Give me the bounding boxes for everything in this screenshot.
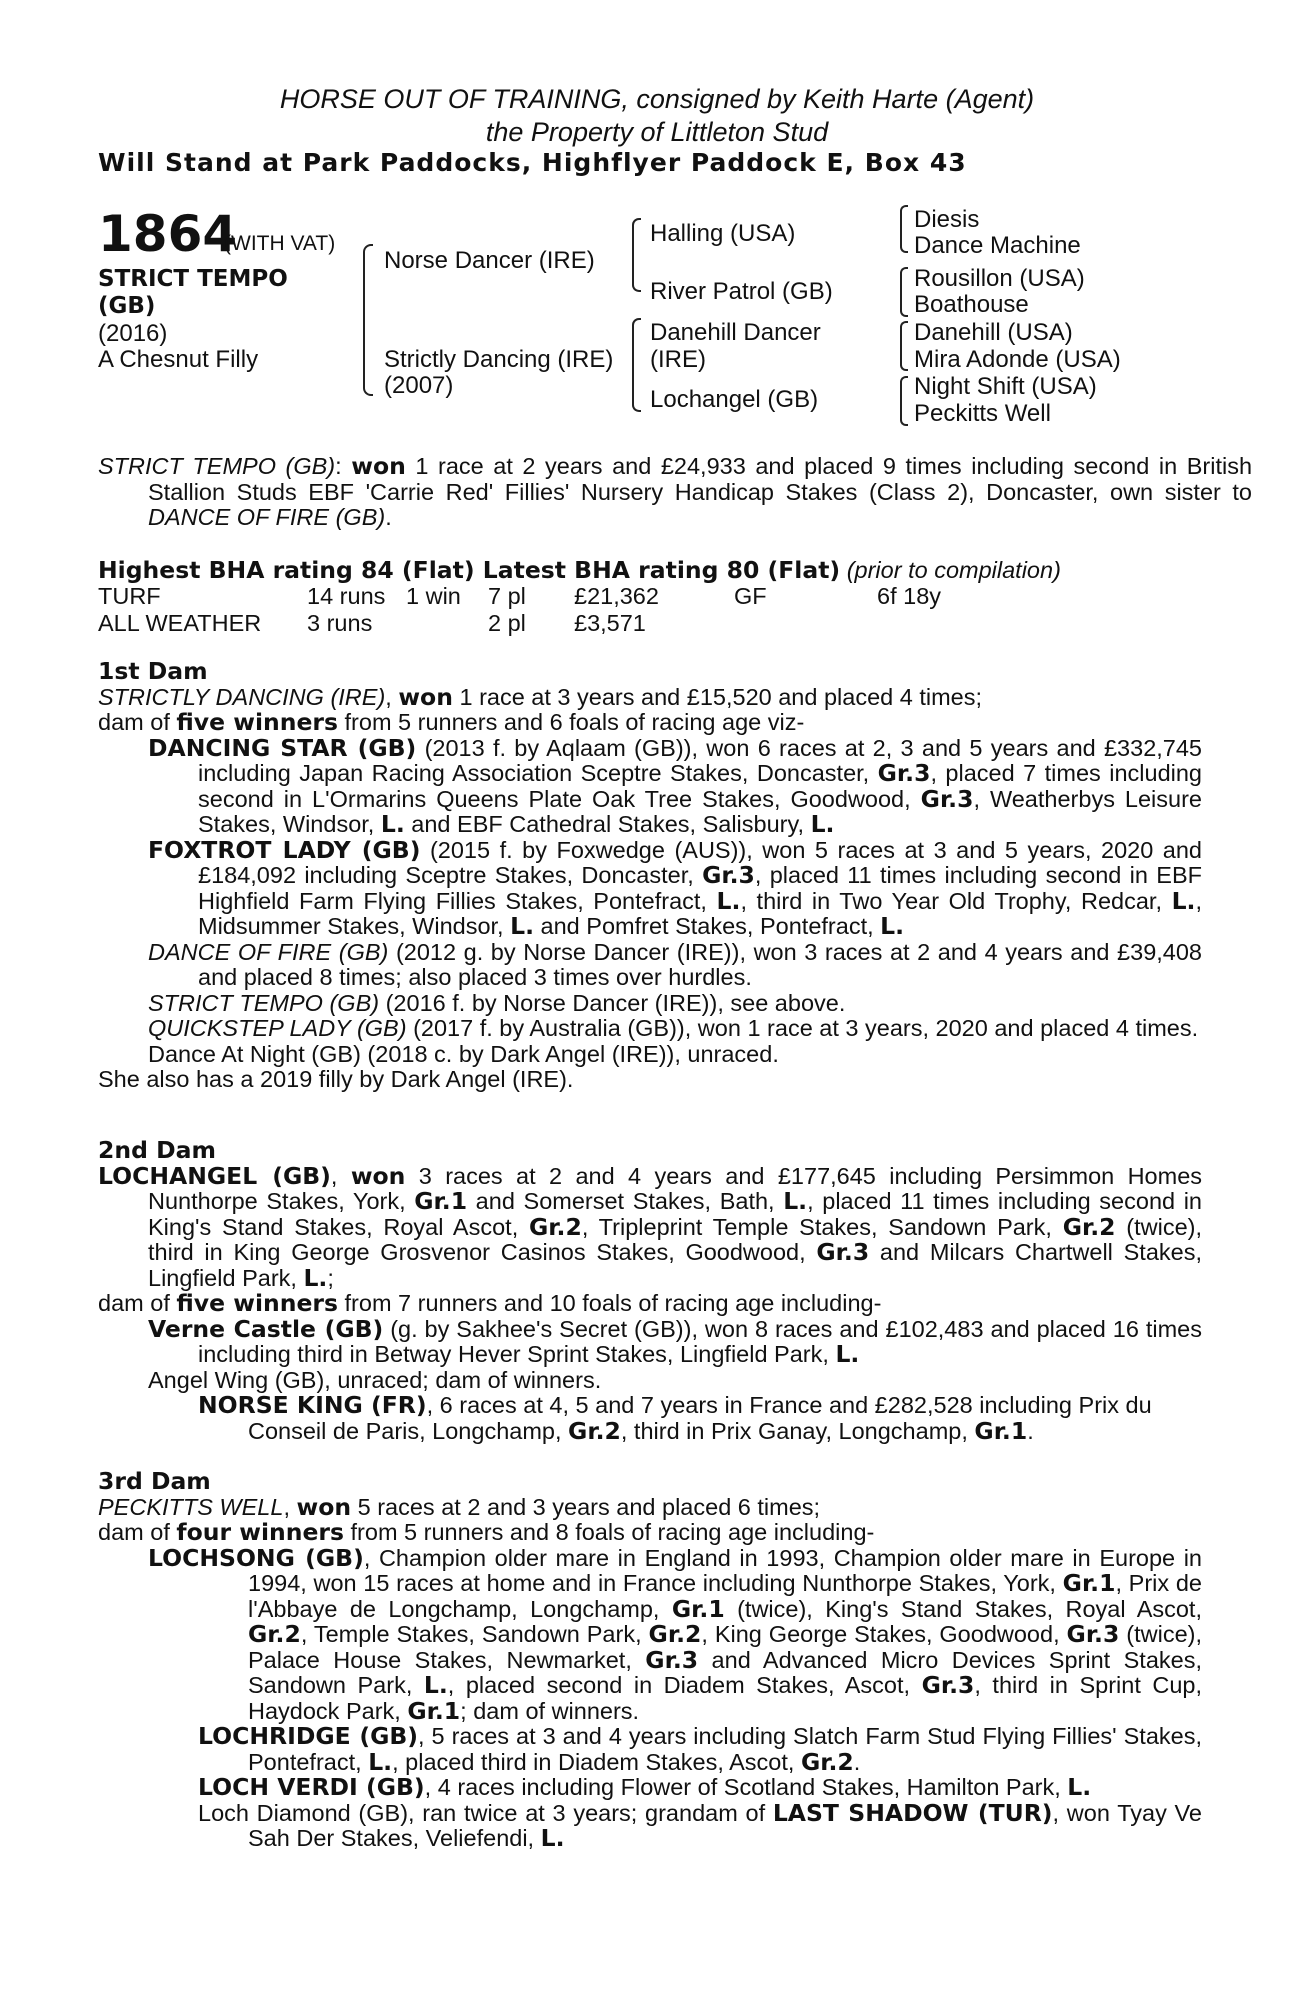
pedigree-gen3-3: Rousillon (USA): [914, 265, 1085, 292]
entry-name: LOCHSONG (GB): [148, 1543, 364, 1572]
grade: Gr.3: [816, 1238, 870, 1266]
second-dam-entry-3: [98, 1393, 1202, 1444]
pedigree-sire: Norse Dancer (IRE): [384, 247, 595, 274]
entry-text: (twice), King's Stand Stakes, Royal Ascot,: [724, 1595, 1202, 1622]
cell-wins: [406, 610, 488, 637]
first-dam-also: She also has a 2019 filly by Dark Angel (IRE).: [98, 1066, 574, 1092]
grade: Gr.1: [671, 1594, 725, 1623]
pedigree-brace-1: [363, 244, 373, 396]
grade: Gr.1: [414, 1187, 468, 1215]
listed: L.: [380, 810, 405, 838]
entry-text: , placed second in Diadem Stakes, Ascot,: [447, 1672, 922, 1698]
second-dam-name: LOCHANGEL (GB): [98, 1161, 331, 1190]
record-text: , placed 11 times including second in King's Stand Stakes, Royal Ascot,: [148, 1188, 1202, 1240]
produce-bold: five winners: [176, 708, 338, 736]
first-dam-heading: 1st Dam: [98, 657, 208, 685]
third-dam-section: [98, 1469, 1202, 1852]
pedigree-gen3-1: Diesis: [914, 206, 980, 233]
grade: Gr.3: [921, 1671, 975, 1699]
vat-label: (WITH VAT): [224, 232, 336, 255]
summary-sister: DANCE OF FIRE (GB): [148, 504, 386, 530]
record-text: and Milcars Chartwell Stakes, Lingfield Park,: [148, 1239, 1202, 1291]
record-text: , Tripleprint Temple Stakes, Sandown Park,: [581, 1213, 1063, 1240]
third-dam-entry-1: [98, 1543, 1203, 1725]
cell-prize: £3,571: [574, 610, 646, 636]
grade: Gr.2: [648, 1620, 702, 1648]
entry-name: DANCING STAR (GB): [148, 733, 417, 762]
first-dam-produce: [98, 710, 1202, 736]
produce-post: from 7 runners and 10 foals of racing age including-: [337, 1290, 882, 1316]
third-dam-entry-3: [98, 1775, 1202, 1801]
entry-text: .: [853, 1748, 861, 1775]
listed: L.: [510, 912, 535, 940]
header-line-2: the Property of Littleton Stud: [485, 117, 829, 147]
second-dam-produce: [98, 1291, 1202, 1317]
produce-post: from 5 runners and 8 foals of racing age including-: [344, 1519, 875, 1545]
pedigree-sire-dam: River Patrol (GB): [650, 278, 833, 305]
first-dam-entry-1: [98, 733, 1203, 838]
record-text: (twice), third in King George Grosvenor Casinos Stakes, Goodwood,: [148, 1213, 1202, 1265]
ratings-bold: Highest BHA rating 84 (Flat) Latest BHA rating 80 (Flat): [98, 556, 841, 584]
pedigree-dam-sire-line1: Danehill Dancer: [650, 319, 821, 346]
lot-number: 1864: [98, 205, 238, 263]
grade: Gr.2: [800, 1747, 854, 1776]
produce-bold: five winners: [176, 1289, 338, 1317]
pedigree-dam: Strictly Dancing (IRE): [384, 346, 614, 373]
pedigree-gen3-5: Danehill (USA): [914, 319, 1073, 346]
entry-text: , Champion older mare in England in 1993, Champion older mare in Europe in 1994, won 15 races at home and in France including Nunthorpe Stakes, York,: [248, 1544, 1202, 1596]
entry-text: (2016 f. by Norse Dancer (IRE)), see above.: [379, 989, 846, 1016]
horse-country: (GB): [98, 293, 156, 319]
entry-text: , third in Prix Ganay, Longchamp,: [620, 1417, 975, 1444]
pedigree-gen3-2: Dance Machine: [914, 232, 1081, 259]
listed: L.: [716, 886, 741, 915]
record-text: ;: [327, 1264, 334, 1291]
pedigree-brace-7: [900, 376, 908, 426]
grade: Gr.3: [1066, 1620, 1120, 1648]
first-dam-entry-2: [98, 835, 1202, 940]
entry-text: (twice), Palace House Stakes, Newmarket,: [248, 1621, 1202, 1673]
horse-description: A Chesnut Filly: [98, 346, 259, 373]
pedigree-brace-4: [900, 205, 908, 253]
listed: L.: [880, 912, 905, 940]
listed: L.: [1171, 886, 1196, 915]
third-dam-won: won: [296, 1492, 352, 1521]
second-dam-section: [98, 1138, 1202, 1444]
entry-text: , placed third in Diadem Stakes, Ascot,: [392, 1748, 801, 1775]
entry-text: (g. by Sakhee's Secret (GB)), won 8 races and £102,483 and placed 16 times including third in Betway Hever Sprint Stakes, Lingfield Park,: [198, 1315, 1202, 1367]
third-dam-produce: [98, 1520, 1202, 1546]
entry-text: , Midsummer Stakes, Windsor,: [198, 887, 1202, 939]
pedigree-brace-6: [900, 321, 908, 371]
pedigree-dam-sire-line2: (IRE): [650, 346, 706, 373]
listed: L.: [423, 1671, 448, 1699]
third-dam-name: PECKITTS WELL: [98, 1493, 284, 1520]
entry-text: , 4 races including Flower of Scotland Stakes, Hamilton Park,: [424, 1774, 1068, 1800]
grade: Gr.1: [407, 1696, 461, 1725]
ratings-line: [98, 556, 1061, 584]
cell-placed: 2 pl: [488, 610, 526, 636]
first-dam-won: won: [398, 682, 453, 711]
listed: L.: [835, 1340, 860, 1368]
header-line-3: Will Stand at Park Paddocks, Highflyer Paddock E, Box 43: [98, 148, 967, 177]
entry-text: (2017 f. by Australia (GB)), won 1 race at 3 years, 2020 and placed 4 times.: [406, 1015, 1199, 1041]
third-dam-entry-4: [98, 1798, 1202, 1852]
record-text: and Somerset Stakes, Bath,: [467, 1188, 784, 1214]
first-dam-record-text: 1 race at 3 years and £15,520 and placed 4 times;: [452, 683, 983, 710]
record-text: 5 races at 2 and 3 years and placed 6 times;: [351, 1493, 821, 1520]
cell-going: [734, 610, 877, 637]
pedigree-gen3-7: Night Shift (USA): [914, 373, 1097, 400]
pedigree-brace-3: [632, 318, 641, 412]
entry-name: DANCE OF FIRE (GB): [148, 938, 389, 965]
horse-year: (2016): [98, 320, 168, 347]
pedigree-brace-5: [900, 267, 908, 317]
third-dam-record: PECKITTS WELL, won 5 races at 2 and 3 years and placed 6 times;: [98, 1492, 821, 1521]
pedigree-gen3-6: Mira Adonde (USA): [914, 346, 1121, 373]
grade: Gr.2: [248, 1620, 301, 1648]
first-dam-record: STRICTLY DANCING (IRE), won 1 race at 3 years and £15,520 and placed 4 times;: [98, 682, 983, 711]
second-dam-record: LOCHANGEL (GB), won 3 races at 2 and 4 years and £177,645 including Persimmon Homes Nunthorpe Stakes, York, Gr.1 and Somerset Stakes, Bath, L., placed 11 times including second in King's Stand Stakes, Royal Ascot, Gr.2, Tripleprint Temple Stakes, Sandown Park, Gr.2 (twice), third in King George Grosvenor Casinos Stakes, Goodwood, Gr.3 and Milcars Chartwell Stakes, Lingfield Park, L.;: [98, 1161, 1203, 1292]
entry-name: FOXTROT LADY (GB): [148, 835, 421, 864]
pedigree-dam-dam: Lochangel (GB): [650, 386, 819, 413]
entry-text: , 5 races at 3 and 4 years including Slatch Farm Stud Flying Fillies' Stakes, Pontefract,: [248, 1723, 1202, 1775]
cell-surface: TURF: [98, 583, 161, 609]
record-text: 3 races at 2 and 4 years and £177,645 including Persimmon Homes Nunthorpe Stakes, York,: [148, 1162, 1203, 1214]
cell-distance: [877, 610, 941, 637]
cell-distance: 6f 18y: [877, 583, 942, 609]
entry-text: , third in Two Year Old Trophy, Redcar,: [740, 887, 1172, 914]
listed: L.: [810, 810, 835, 838]
entry-text: Loch Diamond (GB), ran twice at 3 years; grandam of: [198, 1799, 773, 1826]
entry-name: STRICT TEMPO (GB): [148, 989, 380, 1016]
pedigree-gen3-4: Boathouse: [914, 291, 1029, 318]
entry-name: LOCHRIDGE (GB): [198, 1722, 419, 1750]
entry-text: (2013 f. by Aqlaam (GB)), won 6 races at 2, 3 and 5 years and £332,745 including Japan Racing Association Sceptre Stakes, Doncaster,: [198, 734, 1203, 786]
grade: Gr.3: [702, 861, 755, 889]
first-dam-entry-3: [98, 940, 1202, 991]
entry-text: and EBF Cathedral Stakes, Salisbury,: [404, 811, 811, 837]
entry-name: LAST SHADOW (TUR): [772, 1798, 1053, 1827]
summary-paragraph: STRICT TEMPO (GB): won 1 race at 2 years and £24,933 and placed 9 times including second in British Stallion Studs EBF 'Carrie Red' Fillies' Nursery Handicap Stakes (Class 2), Doncaster, own sister to DANCE OF FIRE (GB).: [98, 452, 1253, 530]
entry-text: and Pomfret Stakes, Pontefract,: [534, 913, 881, 939]
listed: L.: [1067, 1773, 1092, 1801]
entry-text: ; dam of winners.: [460, 1697, 640, 1724]
cell-surface: ALL WEATHER: [98, 610, 262, 636]
entry-text: , Weatherbys Leisure Stakes, Windsor,: [198, 785, 1202, 837]
entry-name: Verne Castle (GB): [148, 1314, 384, 1343]
pedigree-dam-year: (2007): [384, 372, 454, 399]
summary-end: .: [385, 504, 392, 530]
pedigree-sire-sire: Halling (USA): [650, 220, 796, 247]
cell-runs: 14 runs: [307, 583, 386, 609]
cell-runs: 3 runs: [307, 610, 373, 636]
entry-text: (2012 g. by Norse Dancer (IRE)), won 3 races at 2 and 4 years and £39,408 and placed 8 times; also placed 3 times over hurdles.: [198, 938, 1202, 990]
header-line-1: HORSE OUT OF TRAINING, consigned by Keith Harte (Agent): [279, 84, 1035, 114]
first-dam-entry-5: [98, 1016, 1202, 1042]
third-dam-heading: 3rd Dam: [98, 1467, 211, 1495]
entry-text: , 6 races at 4, 5 and 7 years in France and £282,528 including Prix du Conseil de Paris, Longchamp,: [248, 1392, 1152, 1444]
grade: Gr.1: [1062, 1569, 1116, 1597]
cell-placed: 7 pl: [488, 583, 526, 609]
produce-post: from 5 runners and 6 foals of racing age viz-: [337, 709, 805, 735]
grade: Gr.2: [568, 1416, 621, 1445]
horse-name: STRICT TEMPO: [98, 266, 288, 292]
ratings-row-aw: [98, 610, 941, 637]
produce-pre: dam of: [98, 1290, 177, 1316]
entry-name: QUICKSTEP LADY (GB): [148, 1015, 407, 1041]
summary-won: won: [351, 452, 406, 480]
entry-text: , King George Stakes, Goodwood,: [701, 1621, 1067, 1647]
cell-going: GF: [734, 583, 767, 609]
grade: Gr.1: [974, 1416, 1028, 1445]
ratings-note: (prior to compilation): [846, 557, 1061, 583]
grade: Gr.2: [529, 1212, 582, 1241]
grade: Gr.3: [877, 759, 931, 787]
listed: L.: [368, 1747, 393, 1776]
third-dam-entry-2: [98, 1724, 1202, 1775]
grade: Gr.3: [920, 784, 974, 813]
entry-text: , won Tyay Ve Sah Der Stakes, Veliefendi,: [248, 1799, 1202, 1851]
entry-text: , placed 11 times including second in EBF Highfield Farm Flying Fillies Stakes, Pontefract,: [198, 862, 1202, 914]
grade: Gr.3: [645, 1645, 699, 1674]
first-dam-entry-6: [98, 1042, 1202, 1068]
entry-text: Dance At Night (GB) (2018 c. by Dark Angel (IRE)), unraced.: [148, 1040, 779, 1067]
summary-name: STRICT TEMPO (GB): [98, 453, 336, 479]
second-dam-entry-2: [98, 1368, 1202, 1394]
entry-name: LOCH VERDI (GB): [198, 1773, 425, 1801]
grade: Gr.2: [1062, 1212, 1116, 1241]
listed: L.: [783, 1187, 808, 1215]
summary-text: 1 race at 2 years and £24,933 and placed 9 times including second in British Stallion Studs EBF 'Carrie Red' Fillies' Nursery Handicap Stakes (Class 2), Doncaster, own sister to: [148, 453, 1253, 505]
entry-text: , Temple Stakes, Sandown Park,: [300, 1621, 649, 1647]
second-dam-heading: 2nd Dam: [98, 1136, 216, 1164]
entry-text: .: [1027, 1417, 1034, 1444]
first-dam-section: [98, 659, 1202, 1093]
entry-text: , placed 7 times including second in L'Ormarins Queens Plate Oak Tree Stakes, Goodwood,: [198, 760, 1202, 812]
entry-text: (2015 f. by Foxwedge (AUS)), won 5 races at 3 and 5 years, 2020 and £184,092 including Sceptre Stakes, Doncaster,: [198, 836, 1202, 888]
entry-text: and Advanced Micro Devices Sprint Stakes, Sandown Park,: [248, 1646, 1202, 1698]
entry-text: , Prix de l'Abbaye de Longchamp, Longchamp,: [248, 1570, 1202, 1622]
produce-pre: dam of: [98, 709, 177, 735]
first-dam-entry-4: [98, 991, 1202, 1017]
entry-name: NORSE KING (FR): [198, 1391, 427, 1419]
listed: L.: [540, 1824, 565, 1852]
cell-prize: £21,362: [574, 583, 659, 609]
entry-text: Angel Wing (GB), unraced; dam of winners.: [148, 1366, 602, 1393]
second-dam-won: won: [350, 1161, 406, 1190]
produce-bold: four winners: [176, 1518, 344, 1546]
listed: L.: [303, 1263, 328, 1292]
produce-pre: dam of: [98, 1519, 177, 1545]
ratings-table: [98, 583, 941, 637]
entry-text: , third in Sprint Cup, Haydock Park,: [248, 1672, 1203, 1724]
pedigree-gen3-8: Peckitts Well: [914, 400, 1051, 427]
cell-wins: 1 win: [406, 583, 461, 609]
ratings-row-turf: [98, 583, 941, 610]
second-dam-entry-1: [98, 1314, 1202, 1368]
pedigree-brace-2: [632, 218, 641, 292]
first-dam-name: STRICTLY DANCING (IRE): [98, 683, 386, 710]
